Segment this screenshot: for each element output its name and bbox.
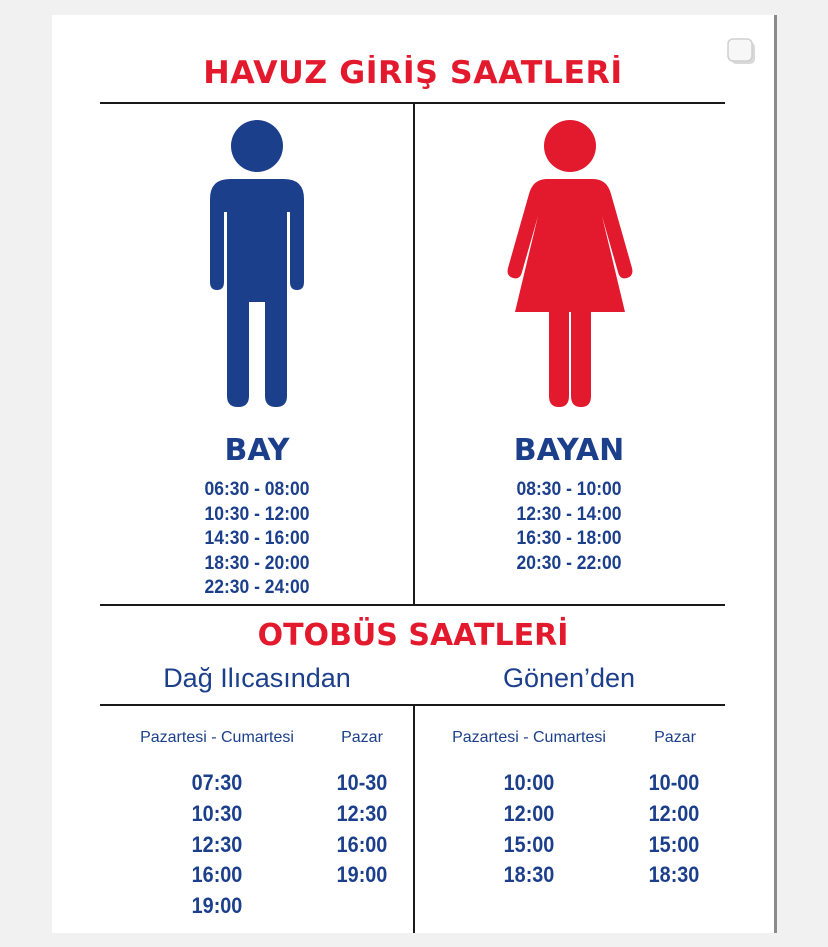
bus-time: 19:00 (191, 893, 243, 919)
dag-weekday-times (172, 768, 262, 922)
time-slot: 16:30 - 18:00 (516, 528, 622, 549)
bus-time: 12:00 (503, 800, 555, 826)
bus-table-divider (413, 704, 415, 933)
bus-time: 12:00 (648, 800, 700, 826)
gonen-sunday-times (629, 768, 719, 891)
gonen-sunday-header: Pazar (654, 729, 696, 746)
route-from-dag-ilicasi: Dağ Ilıcasından (163, 663, 351, 693)
man-icon (208, 120, 306, 410)
bus-time: 12:30 (336, 800, 388, 826)
men-label: BAY (224, 433, 290, 468)
bus-hours-title: OTOBÜS SAATLERİ (257, 618, 569, 653)
bus-time: 10-30 (336, 770, 388, 795)
checkbox-icon[interactable] (727, 37, 757, 67)
women-times (477, 478, 661, 576)
bus-time: 12:30 (191, 831, 243, 857)
route-from-gonen: Gönen’den (502, 663, 636, 693)
time-slot: 10:30 - 12:00 (204, 503, 310, 525)
pool-hours-title: HAVUZ GİRİŞ SAATLERİ (203, 55, 623, 91)
pool-table-divider (413, 102, 415, 605)
time-slot: 08:30 - 10:00 (516, 479, 622, 500)
bus-time: 16:00 (336, 831, 388, 857)
time-slot: 18:30 - 20:00 (204, 552, 310, 574)
bus-time: 15:00 (503, 831, 555, 857)
schedule-sheet (52, 15, 774, 933)
bus-time: 10:30 (191, 800, 243, 826)
bus-time: 07:30 (191, 770, 243, 795)
time-slot: 14:30 - 16:00 (204, 528, 310, 549)
bus-time: 18:30 (503, 862, 555, 888)
women-label: BAYAN (513, 433, 625, 468)
men-times (165, 478, 349, 601)
bus-time: 19:00 (336, 862, 388, 888)
time-slot: 12:30 - 14:00 (516, 503, 622, 525)
dag-weekday-header: Pazartesi - Cumartesi (140, 729, 294, 746)
bus-time: 16:00 (191, 862, 243, 888)
time-slot: 22:30 - 24:00 (204, 577, 310, 598)
bus-time: 18:30 (648, 862, 700, 888)
gonen-weekday-header: Pazartesi - Cumartesi (452, 729, 606, 746)
dag-sunday-times (317, 768, 407, 891)
pool-table-bottom-line (100, 604, 725, 606)
bus-time: 15:00 (648, 831, 700, 857)
woman-icon (505, 120, 635, 410)
gonen-weekday-times (484, 768, 574, 891)
time-slot: 20:30 - 22:00 (516, 552, 622, 574)
bus-time: 10:00 (503, 770, 555, 795)
time-slot: 06:30 - 08:00 (204, 479, 310, 500)
bus-time: 10-00 (648, 770, 700, 795)
dag-sunday-header: Pazar (341, 729, 383, 746)
